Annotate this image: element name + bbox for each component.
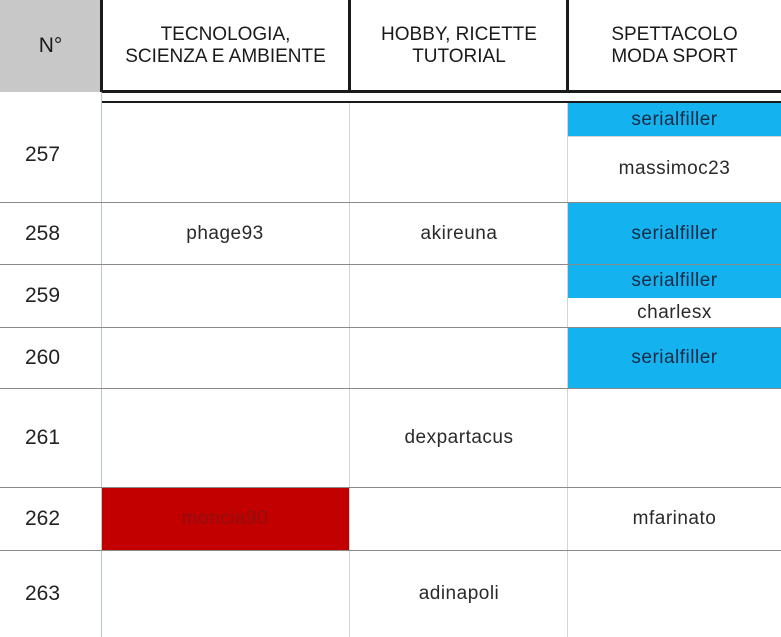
header-divider — [566, 0, 569, 92]
header-num: N° — [38, 34, 63, 57]
grid-line — [101, 92, 102, 637]
row-number: 260 — [25, 345, 61, 369]
header-col-spettacolo: SPETTACOLO MODA SPORT — [611, 24, 738, 67]
header-divider — [348, 0, 351, 92]
grid-line — [567, 103, 568, 637]
cell-hobby: akireuna — [420, 222, 498, 244]
cell-spettacolo: charlesx — [637, 301, 712, 323]
header-divider — [100, 0, 103, 92]
cell-spettacolo: serialfiller — [631, 108, 718, 130]
grid-line — [0, 202, 781, 203]
grid-line — [0, 487, 781, 488]
cell-spettacolo: serialfiller — [631, 222, 718, 244]
grid-line — [568, 136, 781, 137]
header-col-hobby: HOBBY, RICETTE TUTORIAL — [381, 24, 537, 67]
grid-line — [349, 103, 350, 637]
cell-spettacolo: serialfiller — [631, 270, 718, 291]
header-col-tecnologia: TECNOLOGIA, SCIENZA E AMBIENTE — [125, 24, 326, 67]
row-number: 258 — [25, 221, 61, 245]
cell-spettacolo: serialfiller — [631, 346, 718, 368]
cell-tecnologia: moncia90 — [181, 507, 269, 529]
cell-hobby: dexpartacus — [404, 426, 514, 448]
grid-line — [0, 327, 781, 328]
row-number: 263 — [25, 581, 61, 605]
cell-tecnologia: phage93 — [186, 222, 264, 244]
row-number: 261 — [25, 425, 61, 449]
grid-line — [0, 388, 781, 389]
row-number: 257 — [25, 143, 61, 166]
row-number: 262 — [25, 506, 61, 530]
grid-line — [0, 550, 781, 551]
grid-line — [0, 264, 781, 265]
cell-hobby: adinapoli — [418, 582, 500, 604]
row-number: 259 — [25, 283, 61, 307]
cell-spettacolo: massimoc23 — [618, 158, 731, 179]
cell-spettacolo: mfarinato — [632, 507, 717, 529]
header-bottom-border — [101, 90, 781, 93]
grid-line — [568, 298, 781, 299]
